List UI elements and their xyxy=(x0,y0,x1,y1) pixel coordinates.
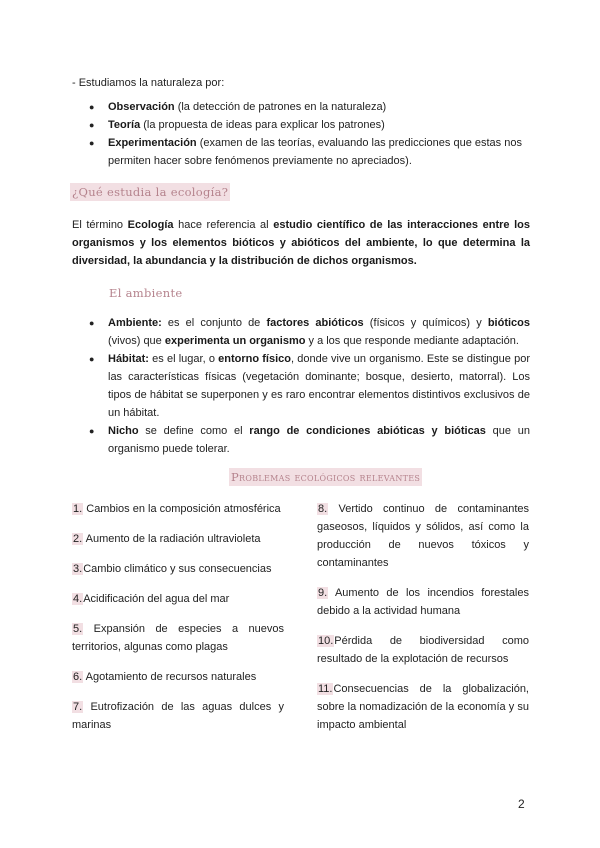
list-item xyxy=(72,134,530,170)
problem-number: 5. xyxy=(73,623,83,635)
method-term: Teoría xyxy=(108,119,141,131)
problem-item xyxy=(317,680,529,734)
problem-text: Vertido continuo de contaminantes gaseosos, líquidos y sólidos, así como la producción de nuevos tóxicos y contaminantes xyxy=(317,503,529,569)
method-term: Observación xyxy=(108,101,175,113)
problem-text: Acidificación del agua del mar xyxy=(83,593,230,605)
problem-text: Aumento de la radiación ultravioleta xyxy=(83,533,261,545)
problem-item xyxy=(317,500,529,572)
problem-text: Agotamiento de recursos naturales xyxy=(83,671,257,683)
problem-number: 1. xyxy=(73,503,83,515)
problems-right-column xyxy=(317,500,529,746)
problem-item xyxy=(72,668,284,686)
bold-text: factores abióticos xyxy=(266,317,364,329)
page-number: 2 xyxy=(518,797,525,811)
problem-text: Consecuencias de la globalización, sobre la nomadización de la economía y su impacto ambiental xyxy=(317,683,529,731)
problem-item xyxy=(317,632,529,668)
term-habitat: Hábitat: xyxy=(108,353,149,365)
method-desc: (examen de las teorías, evaluando las predicciones que estas nos permiten hacer sobre fenómenos previamente no apreciados). xyxy=(108,137,522,167)
text: y a los que responde mediante adaptación. xyxy=(305,335,519,347)
problem-number: 8. xyxy=(318,503,328,515)
method-desc: (la detección de patrones en la naturaleza) xyxy=(174,101,387,113)
problem-number: 7. xyxy=(73,701,83,713)
problem-item xyxy=(72,530,284,548)
list-item-habitat xyxy=(72,350,530,422)
definition-text: El término xyxy=(72,219,128,231)
problem-item xyxy=(317,584,529,620)
definition-text: hace referencia al xyxy=(173,219,274,231)
problem-item xyxy=(72,590,284,608)
problem-item xyxy=(72,560,284,578)
problem-item xyxy=(72,620,284,656)
term-ambiente: Ambiente: xyxy=(108,317,162,329)
list-item-ambiente xyxy=(72,314,530,350)
methods-list xyxy=(72,98,530,170)
text: (físicos y químicos) y xyxy=(363,317,488,329)
method-term: Experimentación xyxy=(108,137,197,149)
problem-text: Aumento de los incendios forestales debido a la actividad humana xyxy=(317,587,529,617)
list-item xyxy=(72,116,530,134)
problem-number: 4. xyxy=(73,593,83,605)
text: es el conjunto de xyxy=(161,317,267,329)
method-desc: (la propuesta de ideas para explicar los patrones) xyxy=(140,119,385,131)
environment-list xyxy=(72,314,530,458)
bold-text: experimenta un organismo xyxy=(164,335,306,347)
problem-text: Pérdida de biodiversidad como resultado de la explotación de recursos xyxy=(317,635,529,665)
problem-number: 3. xyxy=(73,563,83,575)
section-heading-ecology: ¿Qué estudia la ecología? xyxy=(72,185,229,199)
problem-number: 6. xyxy=(73,671,83,683)
term-nicho: Nicho xyxy=(108,425,139,437)
bold-text: entorno físico xyxy=(218,353,292,365)
text: se define como el xyxy=(138,425,250,437)
definition-bold: estudio científico de las interacciones entre los organismos y los elementos bióticos y abióticos del ambiente, lo que determina la diversidad, la abundancia y la distribución de dichos organismos. xyxy=(72,219,530,267)
text: que un organismo puede tolerar. xyxy=(108,425,530,455)
problem-item xyxy=(72,698,284,734)
list-item xyxy=(72,98,530,116)
problem-text: Eutrofización de las aguas dulces y marinas xyxy=(72,701,284,731)
problem-number: 2. xyxy=(73,533,83,545)
problems-left-column xyxy=(72,500,284,746)
list-item-nicho xyxy=(72,422,530,458)
text: , donde vive un organismo. Este se distingue por las características físicas (vegetación dominante; bosque, desierto, matorral). Los tipos de hábitat se superponen y es raro encontrar elementos distintivos exclusivos de un hábitat. xyxy=(108,353,530,419)
ecology-definition xyxy=(72,216,530,270)
problem-item xyxy=(72,500,284,518)
section-heading-environment: El ambiente xyxy=(109,286,183,300)
problem-text: Cambios en la composición atmosférica xyxy=(83,503,281,515)
problem-text: Expansión de especies a nuevos territorios, algunas como plagas xyxy=(72,623,284,653)
text: es el lugar, o xyxy=(148,353,219,365)
section-heading-problems: Problemas ecológicos relevantes xyxy=(231,470,421,484)
problem-text: Cambio climático y sus consecuencias xyxy=(83,563,272,575)
bold-text: bióticos xyxy=(487,317,530,329)
definition-term: Ecología xyxy=(127,219,174,231)
intro-text: - Estudiamos la naturaleza por: xyxy=(72,77,225,89)
text: (vivos) que xyxy=(108,335,165,347)
problem-number: 11. xyxy=(318,683,333,695)
problem-number: 9. xyxy=(318,587,328,599)
problem-number: 10. xyxy=(318,635,334,647)
bold-text: rango de condiciones abióticas y bióticas xyxy=(249,425,486,437)
